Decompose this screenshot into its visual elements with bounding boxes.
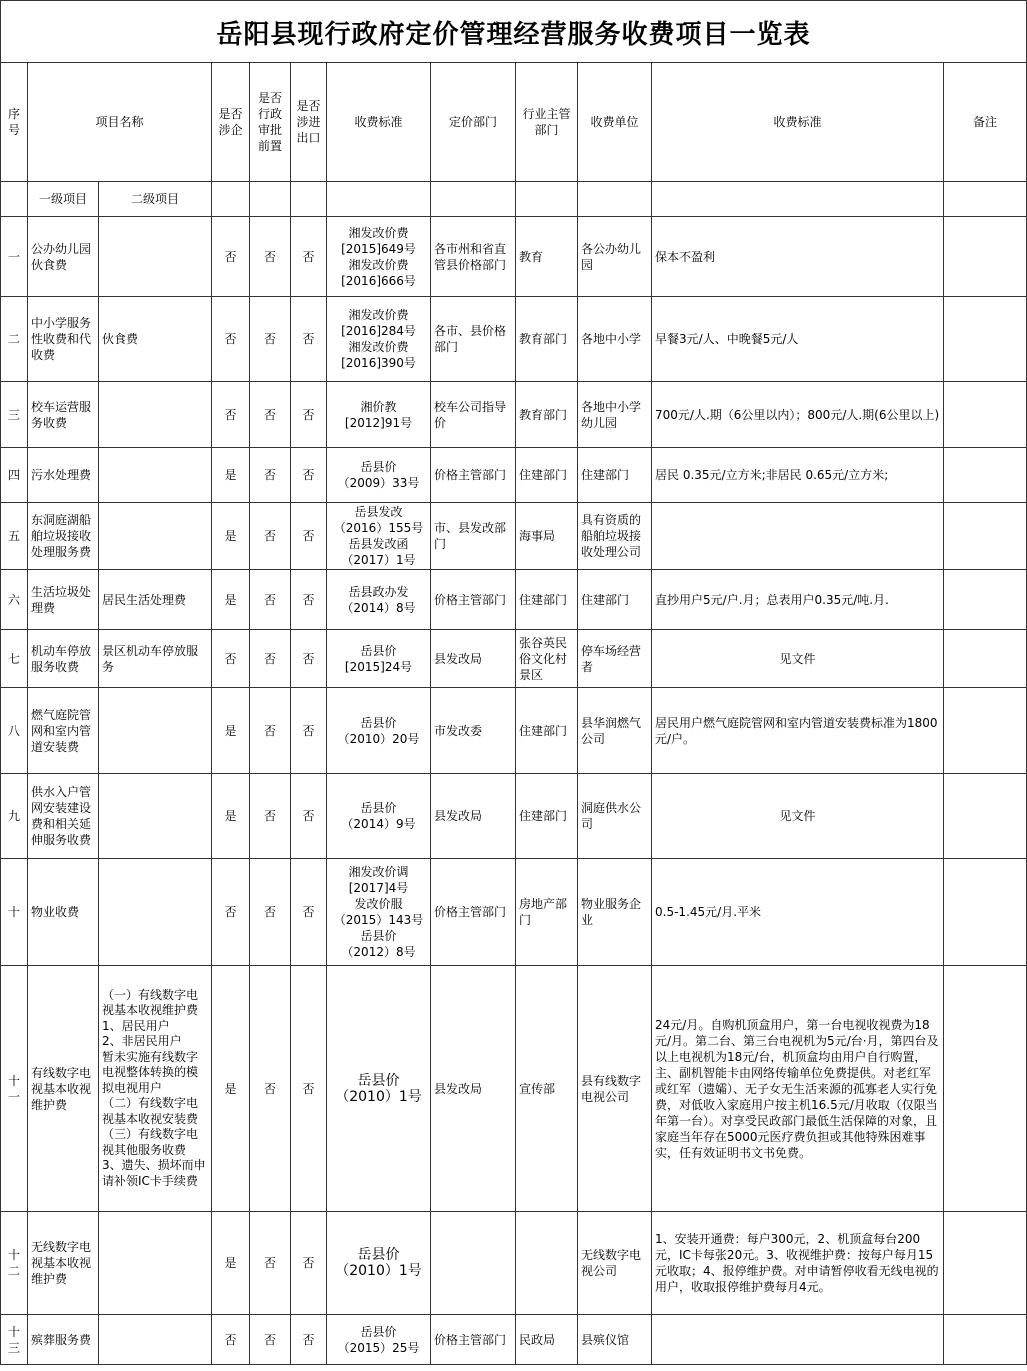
- row-import-export: 否: [291, 570, 327, 630]
- row-seq: 四: [1, 448, 28, 503]
- row-import-export: 否: [291, 774, 327, 859]
- row-standard-doc: 湘发改价调 [2017]4号 发改价服 （2015）143号 岳县价 （2012）8号: [327, 859, 431, 966]
- header-industry-dept: 行业主管部门: [516, 63, 578, 182]
- row-seq: 十一: [1, 966, 28, 1212]
- row-standard: 700元/人.期（6公里以内）；800元/人.期(6公里以上): [652, 382, 944, 448]
- row-approval: 否: [250, 688, 291, 774]
- row-enterprise: 是: [212, 570, 250, 630]
- row-pricing-dept: 县发改局: [431, 774, 516, 859]
- row-level1-name: 机动车停放服务收费: [28, 630, 99, 688]
- table-row: [1, 217, 1027, 297]
- row-level1-name: 供水入户管网安装建设费和相关延伸服务收费: [28, 774, 99, 859]
- row-standard: 居民 0.35元/立方米;非居民 0.65元/立方米;: [652, 448, 944, 503]
- header-standard: 收费标准: [652, 63, 944, 182]
- row-import-export: 否: [291, 382, 327, 448]
- row-level1-name: 生活垃圾处理费: [28, 570, 99, 630]
- row-level2-name: [99, 859, 212, 966]
- row-seq: 三: [1, 382, 28, 448]
- row-standard-doc: 湘发改价费 [2015]649号 湘发改价费 [2016]666号: [327, 217, 431, 297]
- page-title: 岳阳县现行政府定价管理经营服务收费项目一览表: [0, 0, 1027, 63]
- row-level2-name: [99, 217, 212, 297]
- row-standard: [652, 503, 944, 570]
- row-import-export: 否: [291, 217, 327, 297]
- table-row: [1, 382, 1027, 448]
- row-import-export: 否: [291, 297, 327, 382]
- row-enterprise: 是: [212, 503, 250, 570]
- row-standard-doc: 岳县价 （2010）1号: [327, 966, 431, 1212]
- row-charging-unit: 无线数字电视公司: [578, 1212, 652, 1315]
- header-approval: 是否行政审批前置: [250, 63, 291, 182]
- table-row: [1, 448, 1027, 503]
- row-level2-name: 居民生活处理费: [99, 570, 212, 630]
- row-standard-doc: 岳县价 （2010）1号: [327, 1212, 431, 1315]
- row-pricing-dept: 市、县发改部门: [431, 503, 516, 570]
- table-row: [1, 503, 1027, 570]
- row-enterprise: 否: [212, 630, 250, 688]
- row-industry-dept: 教育部门: [516, 297, 578, 382]
- row-charging-unit: 县有线数字电视公司: [578, 966, 652, 1212]
- row-approval: 否: [250, 503, 291, 570]
- row-level2-name: [99, 503, 212, 570]
- row-approval: 否: [250, 1212, 291, 1315]
- row-approval: 否: [250, 966, 291, 1212]
- subheader-row: [1, 182, 1027, 217]
- row-standard: 见文件: [652, 630, 944, 688]
- row-pricing-dept: 县发改局: [431, 966, 516, 1212]
- row-enterprise: 否: [212, 297, 250, 382]
- row-enterprise: 是: [212, 448, 250, 503]
- header-level2: 二级项目: [99, 182, 212, 217]
- row-enterprise: 是: [212, 966, 250, 1212]
- row-pricing-dept: 价格主管部门: [431, 859, 516, 966]
- row-standard: 早餐3元/人、中晚餐5元/人: [652, 297, 944, 382]
- row-level1-name: 东洞庭湖船舶垃圾接收处理服务费: [28, 503, 99, 570]
- row-standard: 直抄用户5元/户.月；总表用户0.35元/吨.月.: [652, 570, 944, 630]
- fee-table: [0, 62, 1027, 1365]
- table-row: [1, 688, 1027, 774]
- row-seq: 一: [1, 217, 28, 297]
- row-remark: [944, 1212, 1027, 1315]
- row-import-export: 否: [291, 448, 327, 503]
- row-charging-unit: 住建部门: [578, 448, 652, 503]
- row-standard-doc: 岳县价 （2015）25号: [327, 1315, 431, 1365]
- row-seq: 五: [1, 503, 28, 570]
- table-row: [1, 630, 1027, 688]
- row-level2-name: [99, 1212, 212, 1315]
- header-pricing-dept: 定价部门: [431, 63, 516, 182]
- row-remark: [944, 688, 1027, 774]
- header-seq: 序号: [1, 63, 28, 182]
- row-level1-name: 有线数字电视基本收视维护费: [28, 966, 99, 1212]
- row-seq: 十三: [1, 1315, 28, 1365]
- row-enterprise: 否: [212, 859, 250, 966]
- row-charging-unit: 停车场经营者: [578, 630, 652, 688]
- row-import-export: 否: [291, 630, 327, 688]
- row-charging-unit: 各公办幼儿园: [578, 217, 652, 297]
- row-approval: 否: [250, 448, 291, 503]
- row-standard: 24元/月。自购机顶盒用户，第一台电视收视费为18元/月。第二台、第三台电视机为5元/台·月，第四台及以上电视机为18元/台，机顶盒均由用户自行购置，主、副机智能卡由网络传输单位免费提供。对老红军或红军（遗孀）、无子女无生活来源的孤寡老人实行免费，对低收入家庭用户按主机16.5元/月收取（仅限当年第一台）。对享受民政部门最低生活保障的对象，且家庭当年存在5000元医疗费负担或其他特殊困难事实，任有效证明书文书免费。: [652, 966, 944, 1212]
- row-standard: 保本不盈利: [652, 217, 944, 297]
- row-approval: 否: [250, 570, 291, 630]
- row-seq: 十二: [1, 1212, 28, 1315]
- row-level1-name: 无线数字电视基本收视维护费: [28, 1212, 99, 1315]
- row-industry-dept: 海事局: [516, 503, 578, 570]
- table-row: [1, 570, 1027, 630]
- row-charging-unit: 洞庭供水公司: [578, 774, 652, 859]
- row-level2-name: [99, 382, 212, 448]
- header-row: [1, 63, 1027, 182]
- row-import-export: 否: [291, 966, 327, 1212]
- row-pricing-dept: 价格主管部门: [431, 448, 516, 503]
- row-industry-dept: 宣传部: [516, 966, 578, 1212]
- row-standard: [652, 1315, 944, 1365]
- row-industry-dept: 教育部门: [516, 382, 578, 448]
- row-level1-name: 殡葬服务费: [28, 1315, 99, 1365]
- row-level1-name: 中小学服务性收费和代收费: [28, 297, 99, 382]
- row-standard: 见文件: [652, 774, 944, 859]
- row-level1-name: 污水处理费: [28, 448, 99, 503]
- row-industry-dept: 教育: [516, 217, 578, 297]
- row-charging-unit: 具有资质的船舶垃圾接收处理公司: [578, 503, 652, 570]
- row-approval: 否: [250, 774, 291, 859]
- row-approval: 否: [250, 217, 291, 297]
- row-approval: 否: [250, 1315, 291, 1365]
- row-level2-name: [99, 688, 212, 774]
- row-remark: [944, 503, 1027, 570]
- row-industry-dept: 张谷英民俗文化村景区: [516, 630, 578, 688]
- row-standard-doc: 岳县发改 （2016）155号 岳县发改函 （2017）1号: [327, 503, 431, 570]
- row-remark: [944, 966, 1027, 1212]
- row-industry-dept: 住建部门: [516, 688, 578, 774]
- table-row: [1, 774, 1027, 859]
- row-level2-name: 伙食费: [99, 297, 212, 382]
- row-pricing-dept: 市发改委: [431, 688, 516, 774]
- row-industry-dept: [516, 1212, 578, 1315]
- row-enterprise: 否: [212, 217, 250, 297]
- row-remark: [944, 1315, 1027, 1365]
- table-row: [1, 297, 1027, 382]
- row-level2-name: [99, 774, 212, 859]
- row-remark: [944, 297, 1027, 382]
- row-standard: 居民用户燃气庭院管网和室内管道安装费标准为1800元/户。: [652, 688, 944, 774]
- row-level1-name: 校车运营服务收费: [28, 382, 99, 448]
- row-enterprise: 是: [212, 1212, 250, 1315]
- table-row: [1, 1315, 1027, 1365]
- row-pricing-dept: 各市州和省直管县价格部门: [431, 217, 516, 297]
- row-industry-dept: 住建部门: [516, 448, 578, 503]
- row-import-export: 否: [291, 1315, 327, 1365]
- row-enterprise: 是: [212, 688, 250, 774]
- row-seq: 七: [1, 630, 28, 688]
- row-charging-unit: 各地中小学幼儿园: [578, 382, 652, 448]
- header-charging-unit: 收费单位: [578, 63, 652, 182]
- row-standard-doc: 岳县价 （2010）20号: [327, 688, 431, 774]
- row-seq: 二: [1, 297, 28, 382]
- row-charging-unit: 县殡仪馆: [578, 1315, 652, 1365]
- row-import-export: 否: [291, 688, 327, 774]
- row-remark: [944, 448, 1027, 503]
- row-standard-doc: 岳县政办发 （2014）8号: [327, 570, 431, 630]
- row-remark: [944, 630, 1027, 688]
- row-enterprise: 是: [212, 774, 250, 859]
- row-approval: 否: [250, 382, 291, 448]
- row-standard-doc: 岳县价 （2014）9号: [327, 774, 431, 859]
- header-level1: 一级项目: [28, 182, 99, 217]
- row-standard-doc: 岳县价 [2015]24号: [327, 630, 431, 688]
- table-row: [1, 859, 1027, 966]
- row-seq: 十: [1, 859, 28, 966]
- header-remark: 备注: [944, 63, 1027, 182]
- row-level1-name: 燃气庭院管网和室内管道安装费: [28, 688, 99, 774]
- row-standard-doc: 岳县价 （2009）33号: [327, 448, 431, 503]
- row-industry-dept: 住建部门: [516, 570, 578, 630]
- row-pricing-dept: 价格主管部门: [431, 1315, 516, 1365]
- table-row: [1, 966, 1027, 1212]
- row-pricing-dept: [431, 1212, 516, 1315]
- row-standard: 0.5-1.45元/月.平米: [652, 859, 944, 966]
- header-standard-doc: 收费标准: [327, 63, 431, 182]
- header-enterprise: 是否涉企: [212, 63, 250, 182]
- row-pricing-dept: 价格主管部门: [431, 570, 516, 630]
- row-industry-dept: 民政局: [516, 1315, 578, 1365]
- table-row: [1, 1212, 1027, 1315]
- row-seq: 九: [1, 774, 28, 859]
- row-standard: 1、安装开通费：每户300元，2、机顶盒每台200元，IC卡每张20元。3、收视维护费：按每户每月15元收取；4、报停维护费。对申请暂停收看无线电视的用户，收取报停维护费每月4元。: [652, 1212, 944, 1315]
- row-import-export: 否: [291, 503, 327, 570]
- row-seq: 六: [1, 570, 28, 630]
- row-pricing-dept: 各市、县价格部门: [431, 297, 516, 382]
- row-import-export: 否: [291, 1212, 327, 1315]
- row-level2-name: （一）有线数字电视基本收视维护费 1、居民用户 2、非居民用户 暂未实施有线数字电视整体转换的模拟电视用户 （二）有线数字电视基本收视安装费 （三）有线数字电视其他服务收费 3、遗失、损坏而申请补领IC卡手续费: [99, 966, 212, 1212]
- row-level2-name: 景区机动车停放服务: [99, 630, 212, 688]
- row-standard-doc: 湘价教 [2012]91号: [327, 382, 431, 448]
- row-pricing-dept: 县发改局: [431, 630, 516, 688]
- row-level2-name: [99, 448, 212, 503]
- row-approval: 否: [250, 859, 291, 966]
- row-remark: [944, 859, 1027, 966]
- row-remark: [944, 217, 1027, 297]
- row-level1-name: 物业收费: [28, 859, 99, 966]
- row-charging-unit: 各地中小学: [578, 297, 652, 382]
- table-body: [1, 217, 1027, 1365]
- row-industry-dept: 住建部门: [516, 774, 578, 859]
- row-charging-unit: 物业服务企业: [578, 859, 652, 966]
- row-remark: [944, 382, 1027, 448]
- row-standard-doc: 湘发改价费 [2016]284号 湘发改价费 [2016]390号: [327, 297, 431, 382]
- row-approval: 否: [250, 630, 291, 688]
- row-charging-unit: 住建部门: [578, 570, 652, 630]
- header-import-export: 是否涉进出口: [291, 63, 327, 182]
- row-level2-name: [99, 1315, 212, 1365]
- row-industry-dept: 房地产部门: [516, 859, 578, 966]
- row-remark: [944, 774, 1027, 859]
- row-pricing-dept: 校车公司指导价: [431, 382, 516, 448]
- row-enterprise: 否: [212, 1315, 250, 1365]
- row-seq: 八: [1, 688, 28, 774]
- row-enterprise: 否: [212, 382, 250, 448]
- row-approval: 否: [250, 297, 291, 382]
- row-level1-name: 公办幼儿园伙食费: [28, 217, 99, 297]
- row-remark: [944, 570, 1027, 630]
- row-import-export: 否: [291, 859, 327, 966]
- row-charging-unit: 县华润燃气公司: [578, 688, 652, 774]
- header-name: 项目名称: [28, 63, 212, 182]
